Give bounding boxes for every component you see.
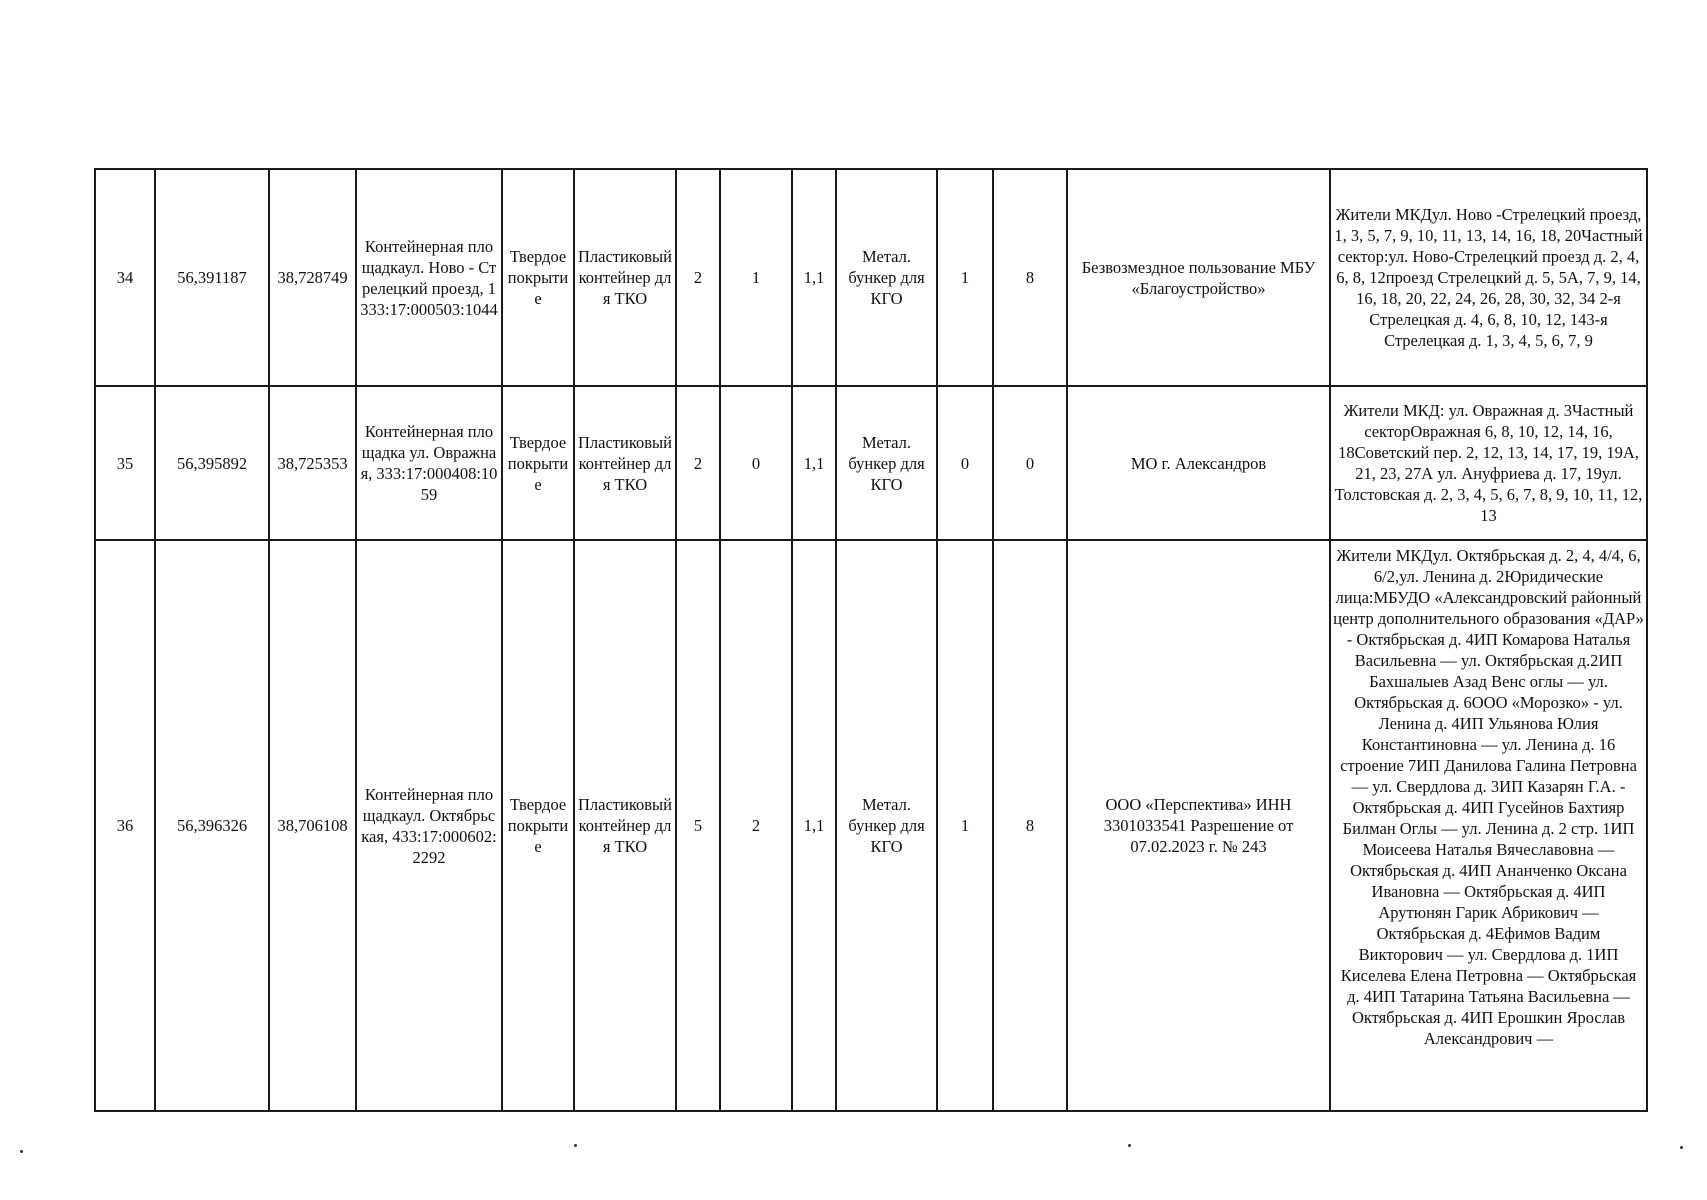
table-row: [95, 386, 1647, 540]
container-volume: 1,1: [792, 540, 836, 1111]
scan-speck: [1680, 1146, 1683, 1149]
latitude: 56,396326: [155, 540, 269, 1111]
bunker-type: Метал. бункер для КГО: [836, 540, 937, 1111]
longitude: 38,706108: [269, 540, 356, 1111]
served-objects: Жители МКДул. Ново -Стрелецкий проезд, 1, 3, 5, 7, 9, 10, 11, 13, 14, 16, 18, 20Частный сектор:ул. Ново-Стрелецкий проезд д. 2, 4, 6, 8, 12проезд Стрелецкий д. 5, 5А, 7, 9, 14, 16, 18, 20, 22, 24, 26, 28, 30, 32, 34 2-я Стрелецкая д. 4, 6, 8, 10, 12, 143-я Стрелецкая д. 1, 3, 4, 5, 6, 7, 9: [1330, 169, 1647, 386]
owner-info: Безвозмездное пользование МБУ «Благоустройство»: [1067, 169, 1330, 386]
surface-type: Твердое покрытие: [502, 169, 574, 386]
container-count: 2: [676, 386, 720, 540]
container-type: Пластиковый контейнер для ТКО: [574, 169, 676, 386]
table-row: [95, 540, 1647, 1111]
container-type: Пластиковый контейнер для ТКО: [574, 386, 676, 540]
bunker-volume: 0: [993, 386, 1067, 540]
bunker-type: Метал. бункер для КГО: [836, 169, 937, 386]
site-description: Контейнерная площадкаул. Октябрьская, 433:17:000602:2292: [356, 540, 502, 1111]
table-row: [95, 169, 1647, 386]
planned-containers: 1: [720, 169, 792, 386]
container-type: Пластиковый контейнер для ТКО: [574, 540, 676, 1111]
row-number: 34: [95, 169, 155, 386]
bunker-count: 0: [937, 386, 993, 540]
site-description: Контейнерная площадка ул. Овражная, 333:17:000408:1059: [356, 386, 502, 540]
surface-type: Твердое покрытие: [502, 540, 574, 1111]
latitude: 56,395892: [155, 386, 269, 540]
bunker-count: 1: [937, 540, 993, 1111]
owner-info: ООО «Перспектива» ИНН 3301033541 Разрешение от 07.02.2023 г. № 243: [1067, 540, 1330, 1111]
longitude: 38,725353: [269, 386, 356, 540]
owner-info: МО г. Александров: [1067, 386, 1330, 540]
served-objects: Жители МКДул. Октябрьская д. 2, 4, 4/4, 6, 6/2,ул. Ленина д. 2Юридические лица:МБУДО «Александровский районный центр дополнительного образования «ДАР» - Октябрьская д. 4ИП Комарова Наталья Васильевна — ул. Октябрьская д.2ИП Бахшалыев Азад Венс оглы — ул. Октябрьская д. 6ООО «Морозко» - ул. Ленина д. 4ИП Ульянова Юлия Константиновна — ул. Ленина д. 16 строение 7ИП Данилова Галина Петровна — ул. Свердлова д. 3ИП Казарян Г.А. - Октябрьская д. 4ИП Гусейнов Бахтияр Билман Оглы — ул. Ленина д. 2 стр. 1ИП Моисеева Наталья Вячеславовна — Октябрьская д. 4ИП Ананченко Оксана Ивановна — Октябрьская д. 4ИП Арутюнян Гарик Абрикович — Октябрьская д. 4Ефимов Вадим Викторович — ул. Свердлова д. 1ИП Киселева Елена Петровна — Октябрьская д. 4ИП Татарина Татьяна Васильевна — Октябрьская д. 4ИП Ерошкин Ярослав Александрович —: [1330, 540, 1647, 1111]
served-objects: Жители МКД: ул. Овражная д. 3Частный секторОвражная 6, 8, 10, 12, 14, 16, 18Советский пер. 2, 12, 13, 14, 17, 19, 19А, 21, 23, 27А ул. Ануфриева д. 17, 19ул. Толстовская д. 2, 3, 4, 5, 6, 7, 8, 9, 10, 11, 12, 13: [1330, 386, 1647, 540]
container-sites-table: [94, 168, 1648, 1112]
planned-containers: 0: [720, 386, 792, 540]
planned-containers: 2: [720, 540, 792, 1111]
surface-type: Твердое покрытие: [502, 386, 574, 540]
scan-speck: [1128, 1144, 1131, 1147]
row-number: 35: [95, 386, 155, 540]
bunker-volume: 8: [993, 169, 1067, 386]
bunker-volume: 8: [993, 540, 1067, 1111]
row-number: 36: [95, 540, 155, 1111]
latitude: 56,391187: [155, 169, 269, 386]
scan-speck: [574, 1144, 577, 1147]
bunker-count: 1: [937, 169, 993, 386]
container-volume: 1,1: [792, 169, 836, 386]
longitude: 38,728749: [269, 169, 356, 386]
container-count: 2: [676, 169, 720, 386]
container-volume: 1,1: [792, 386, 836, 540]
bunker-type: Метал. бункер для КГО: [836, 386, 937, 540]
container-count: 5: [676, 540, 720, 1111]
site-description: Контейнерная площадкаул. Ново - Стрелецкий проезд, 1333:17:000503:1044: [356, 169, 502, 386]
scan-speck: [20, 1150, 23, 1153]
